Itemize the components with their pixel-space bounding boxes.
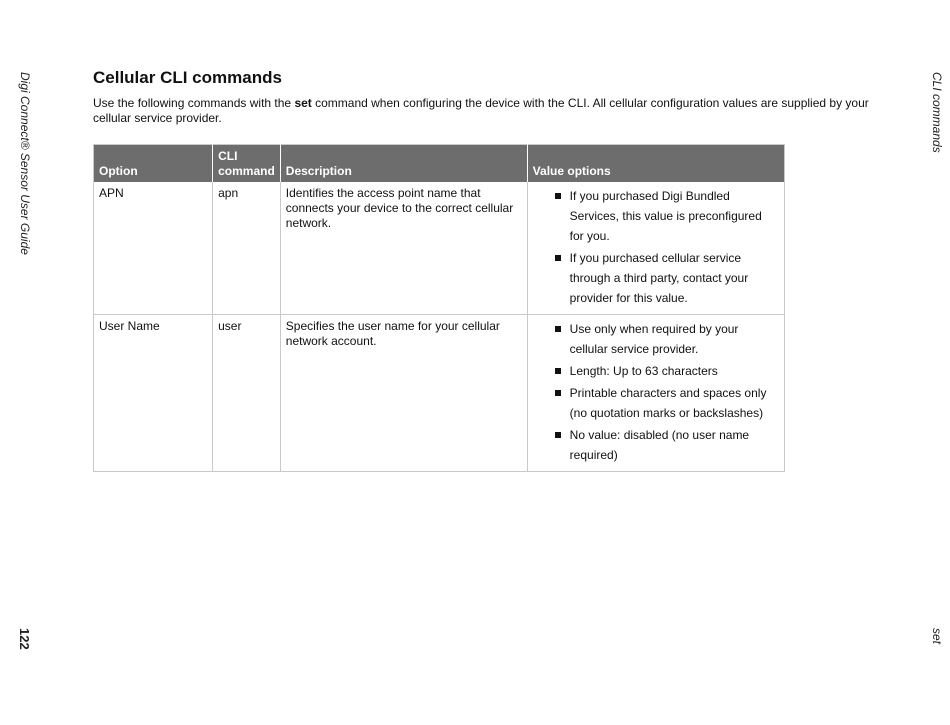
header-description: Description [280, 145, 527, 183]
value-list [533, 319, 779, 465]
bullet-icon [555, 193, 561, 199]
table-row [94, 315, 785, 472]
intro-text-before: Use the following commands with the [93, 96, 295, 110]
list-item [533, 248, 779, 308]
page-number: 122 [17, 628, 32, 650]
cell-description: Identifies the access point name that connects your device to the correct cellular network. [280, 182, 527, 315]
list-item [533, 383, 779, 423]
list-item-text: Use only when required by your cellular service provider. [569, 322, 739, 356]
list-item [533, 425, 779, 465]
header-cli-line1: CLI [218, 149, 238, 163]
cellular-cli-table [93, 144, 785, 472]
header-option: Option [94, 145, 213, 183]
cell-option: APN [94, 182, 213, 315]
list-item-text: No value: disabled (no user name required) [569, 428, 750, 462]
cell-command: apn [213, 182, 281, 315]
list-item-text: If you purchased Digi Bundled Services, this value is preconfigured for you. [569, 189, 762, 243]
bullet-icon [555, 390, 561, 396]
header-cli-command [213, 145, 281, 183]
intro-text-after: command when configuring the device with the CLI. All cellular configuration values are supplied by your cellular service provider. [93, 96, 869, 125]
cell-command: user [213, 315, 281, 472]
bullet-icon [555, 326, 561, 332]
cell-values [527, 182, 784, 315]
guide-title: Digi Connect® Sensor User Guide [18, 72, 32, 255]
intro-paragraph [93, 96, 903, 126]
list-item-text: If you purchased cellular service through a third party, contact your provider for this value. [569, 251, 749, 305]
header-value-options: Value options [527, 145, 784, 183]
section-name: CLI commands [930, 72, 944, 153]
intro-bold-set: set [294, 96, 312, 110]
list-item [533, 186, 779, 246]
value-list [533, 186, 779, 308]
header-cli-line2: command [218, 164, 275, 178]
list-item-text: Length: Up to 63 characters [569, 364, 718, 378]
bullet-icon [555, 432, 561, 438]
list-item-text: Printable characters and spaces only (no quotation marks or backslashes) [569, 386, 767, 420]
table-row [94, 182, 785, 315]
cell-values [527, 315, 784, 472]
left-margin [8, 72, 32, 652]
command-name: set [930, 628, 944, 645]
right-margin [920, 72, 944, 652]
cell-option: User Name [94, 315, 213, 472]
bullet-icon [555, 255, 561, 261]
table-header-row [94, 145, 785, 183]
main-content [93, 68, 903, 472]
list-item [533, 319, 779, 359]
cell-description: Specifies the user name for your cellular network account. [280, 315, 527, 472]
list-item [533, 361, 779, 381]
bullet-icon [555, 368, 561, 374]
page-title: Cellular CLI commands [93, 68, 282, 87]
